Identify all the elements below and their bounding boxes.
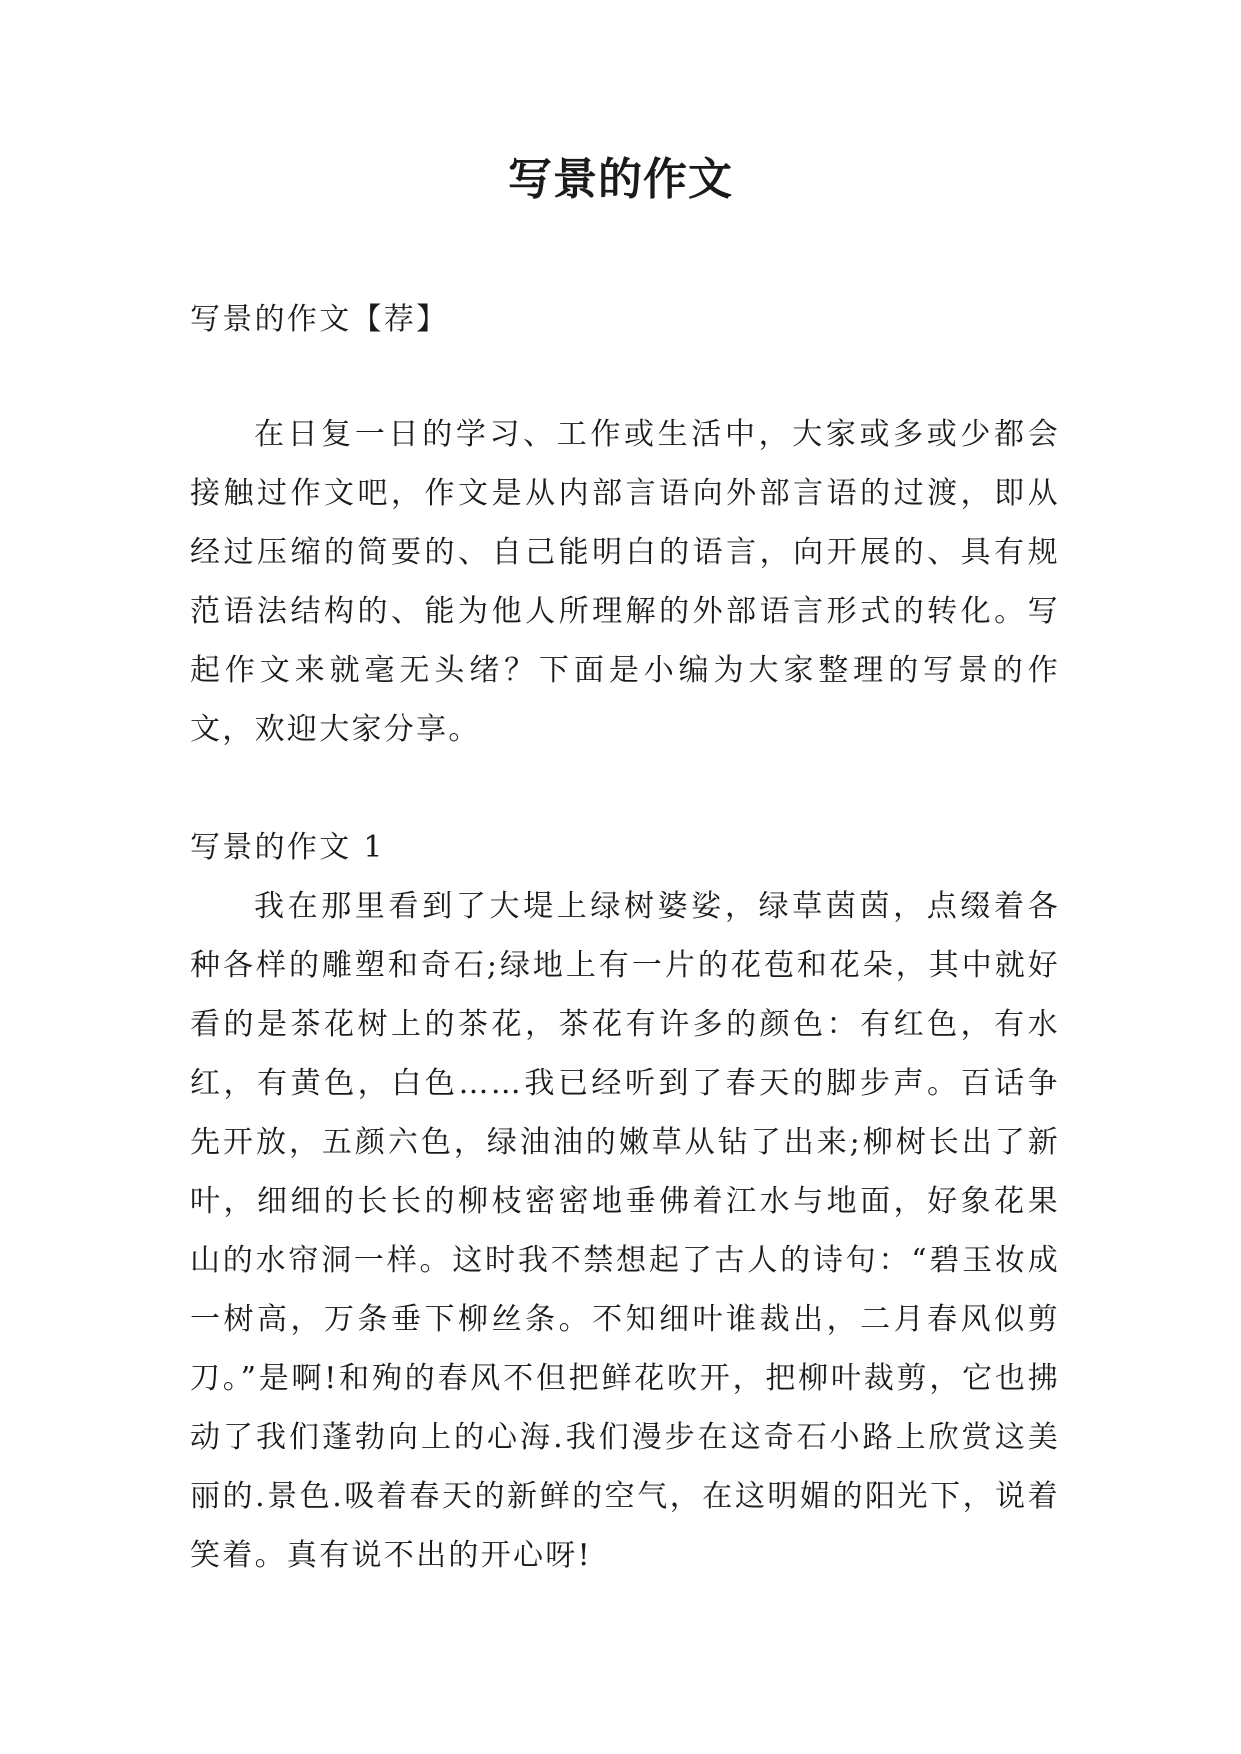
section-heading: 写景的作文 1 [190,830,385,865]
document-title: 写景的作文 [508,154,733,205]
document-subtitle: 写景的作文【荐】 [190,302,449,337]
intro-paragraph: 在日复一日的学习、工作或生活中，大家或多或少都会接触过作文吧，作文是从内部言语向外部言语的过渡，即从经过压缩的简要的、自己能明白的语言，向开展的、具有规范语法结构的、能为他人所理解的外部语言形式的转化。写起作文来就毫无头绪？下面是小编为大家整理的写景的作文，欢迎大家分享。 [190,417,1060,747]
section-paragraph: 我在那里看到了大堤上绿树婆娑，绿草茵茵，点缀着各种各样的雕塑和奇石;绿地上有一片的花苞和花朵，其中就好看的是茶花树上的茶花，茶花有许多的颜色：有红色，有水红，有黄色，白色……我已经听到了春天的脚步声。百话争先开放，五颜六色，绿油油的嫩草从钻了出来;柳树长出了新叶，细细的长长的柳枝密密地垂佛着江水与地面，好象花果山的水帘洞一样。这时我不禁想起了古人的诗句：“碧玉妆成一树高，万条垂下柳丝条。不知细叶谁裁出，二月春风似剪刀。”是啊!和殉的春风不但把鲜花吹开，把柳叶裁剪，它也拂动了我们蓬勃向上的心海.我们漫步在这奇石小路上欣赏这美丽的.景色.吸着春天的新鲜的空气，在这明媚的阳光下，说着笑着。真有说不出的开心呀! [190,889,1060,1573]
